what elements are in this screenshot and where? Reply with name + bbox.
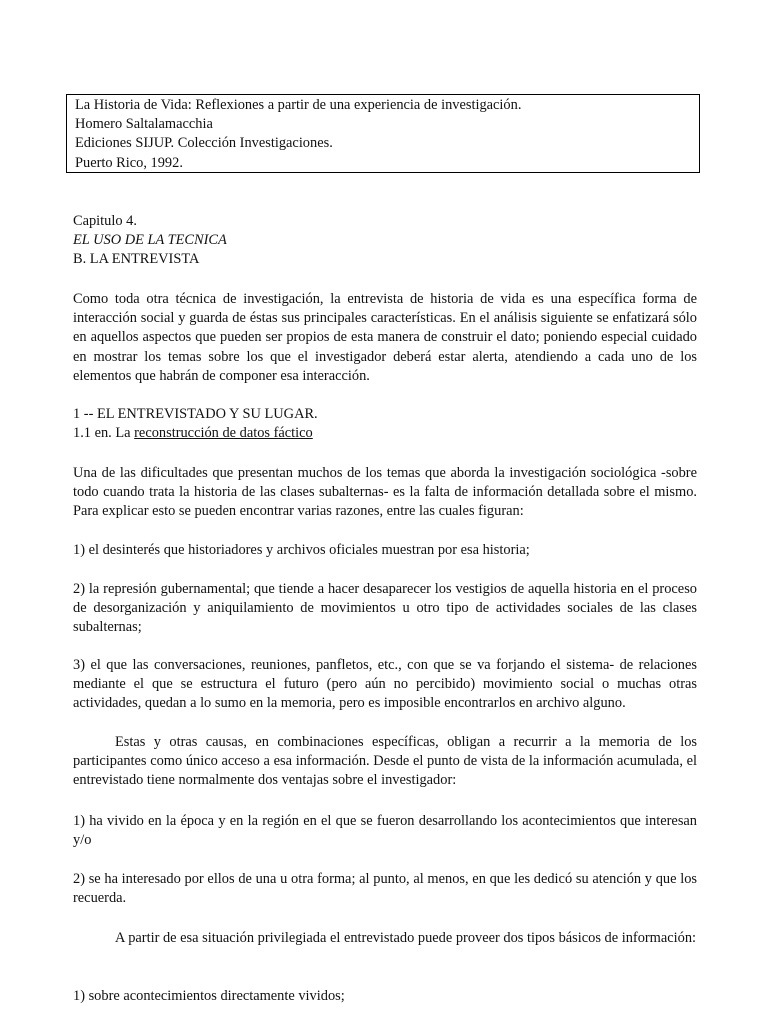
- section-title: B. LA ENTREVISTA: [73, 251, 200, 268]
- chapter-number: Capitulo 4.: [73, 213, 137, 229]
- book-publisher: Ediciones SIJUP. Colección Investigaciones.: [75, 135, 333, 152]
- paragraph-reason-3: 3) el que las conversaciones, reuniones, panfletos, etc., con que se va forjando el sistema- de relaciones mediante el que se estructura el futuro (pero aún no percibido) movimiento social o muchas otras actividades, quedan a lo sumo en la memoria, pero es imposible encontrarlos en archivo alguno.: [73, 657, 697, 712]
- chapter-title: EL USO DE LA TECNICA: [73, 232, 227, 249]
- paragraph-type-1: 1) sobre acontecimientos directamente vividos;: [73, 988, 345, 1004]
- subsection-header: [73, 405, 697, 443]
- paragraph-difficulties: Una de las dificultades que presentan muchos de los temas que aborda la investigación sociológica -sobre todo cuando trata la historia de las clases subalternas- es la falta de información detallada sobre el mismo. Para explicar esto se pueden encontrar varias razones, entre las cuales figuran:: [73, 465, 697, 520]
- paragraph-reason-1: 1) el desinterés que historiadores y archivos oficiales muestran por esa historia;: [73, 542, 530, 558]
- book-place-year: Puerto Rico, 1992.: [75, 154, 183, 171]
- chapter-header: [73, 212, 697, 270]
- paragraph-advantage-1: 1) ha vivido en la época y en la región en el que se fueron desarrollando los acontecimientos que interesan y/o: [73, 813, 697, 849]
- reference-box: [66, 94, 700, 173]
- book-author: Homero Saltalamacchia: [75, 116, 213, 133]
- intro-paragraph: Como toda otra técnica de investigación, la entrevista de historia de vida es una específica forma de interacción social y guarda de éstas sus principales características. En el análisis siguiente se enfatizará sólo en aquellos aspectos que pueden ser propios de esta manera de construir el dato; poniendo especial cuidado en mostrar los temas sobre los que el investigador deberá estar alerta, atendiendo a cada uno de los elementos que habrán de componer esa interacción.: [73, 291, 697, 384]
- paragraph-advantage-2: 2) se ha interesado por ellos de una u otra forma; al punto, al menos, en que les dedicó su atención y que los recuerda.: [73, 871, 697, 907]
- paragraph-causes: Estas y otras causas, en combinaciones específicas, obligan a recurrir a la memoria de los participantes como único acceso a esa información. Desde el punto de vista de la información acumulada, el entrevistado tiene normalmente dos ventajas sobre el investigador:: [73, 734, 697, 789]
- book-title: La Historia de Vida: Reflexiones a partir de una experiencia de investigación.: [75, 97, 522, 113]
- paragraph-reason-2: 2) la represión gubernamental; que tiende a hacer desaparecer los vestigios de aquella historia en el proceso de desorganización y aniquilamiento de movimientos u otro tipo de actividades sociales de las clases subalternas;: [73, 581, 697, 636]
- paragraph-privileged: A partir de esa situación privilegiada el entrevistado puede proveer dos tipos básicos de información:: [115, 930, 697, 946]
- subheading-prefix: 1.1 en. La: [73, 425, 135, 442]
- subsection-heading: 1 -- EL ENTREVISTADO Y SU LUGAR.: [73, 406, 318, 422]
- subsection-subheading: [73, 424, 697, 443]
- subheading-underlined: reconstrucción de datos fáctico: [134, 425, 313, 442]
